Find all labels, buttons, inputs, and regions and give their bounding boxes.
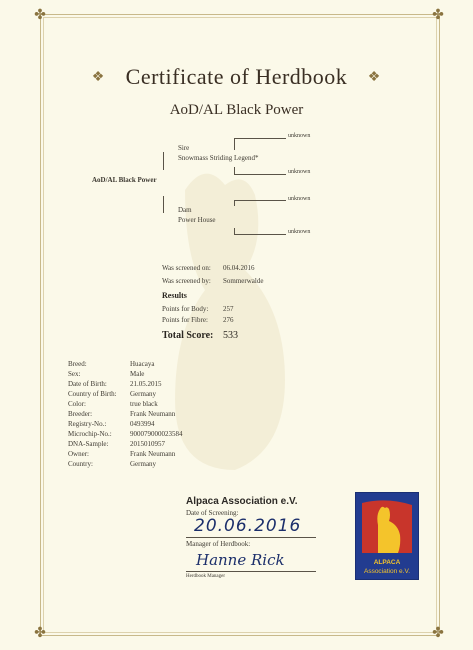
dam-dam: unknown xyxy=(288,229,311,235)
corner-ornament-icon: ✤ xyxy=(432,626,444,641)
detail-row: Owner: xyxy=(68,450,89,458)
detail-value: Germany xyxy=(130,460,157,468)
sire-name: Snowmass Striding Legend* xyxy=(178,154,259,162)
detail-value: 900079000023584 xyxy=(130,430,183,438)
body-points-value: 257 xyxy=(223,305,234,313)
screened-by-value: Sommerwalde xyxy=(223,277,264,285)
screening-date-label: Date of Screening: xyxy=(186,509,239,517)
detail-row: Microchip-No.: xyxy=(68,430,112,438)
total-score-label: Total Score: xyxy=(162,330,214,341)
detail-row: Breeder: xyxy=(68,410,93,418)
detail-value: true black xyxy=(130,400,158,408)
corner-ornament-icon: ✤ xyxy=(34,626,46,641)
dam-label: Dam xyxy=(178,206,192,214)
detail-value: Huacaya xyxy=(130,360,155,368)
detail-row: Sex: xyxy=(68,370,81,378)
detail-value: Male xyxy=(130,370,145,378)
detail-row: Country of Birth: xyxy=(68,390,117,398)
details-table xyxy=(68,360,268,475)
detail-row: Country: xyxy=(68,460,93,468)
total-score-value: 533 xyxy=(223,330,238,341)
animal-name-heading: AoD/AL Black Power xyxy=(169,102,304,118)
detail-row: DNA-Sample: xyxy=(68,440,109,448)
pedigree-animal: AoD/AL Black Power xyxy=(92,176,157,184)
signature: Hanne Rick xyxy=(196,551,285,569)
fibre-points-value: 276 xyxy=(223,316,234,324)
screened-on-label: Was screened on: xyxy=(162,264,211,272)
title-ornament-right-icon: ❖ xyxy=(367,70,381,85)
detail-row: Date of Birth: xyxy=(68,380,107,388)
manager-label: Manager of Herdbook: xyxy=(186,540,251,548)
logo-line1: ALPACA xyxy=(373,559,401,566)
detail-value: Frank Neumann xyxy=(130,410,176,418)
sire-sire: unknown xyxy=(288,133,311,139)
detail-value: 0493994 xyxy=(130,420,155,428)
body-points-label: Points for Body: xyxy=(162,305,209,313)
detail-row: Breed: xyxy=(68,360,87,368)
screened-on-value: 06.04.2016 xyxy=(223,264,255,272)
dam-name: Power House xyxy=(178,216,216,224)
title-ornament-left-icon: ❖ xyxy=(91,70,105,85)
results-title: Results xyxy=(162,291,187,300)
certificate-title: Certificate of Herdbook xyxy=(125,64,348,89)
association-name: Alpaca Association e.V. xyxy=(186,496,298,507)
alpaca-logo-icon xyxy=(356,495,418,557)
alpaca-association-logo xyxy=(355,492,419,580)
detail-value: Germany xyxy=(130,390,157,398)
detail-value: Frank Neumann xyxy=(130,450,176,458)
signature-caption: Herdbook Manager xyxy=(186,574,226,579)
detail-row: Registry-No.: xyxy=(68,420,107,428)
fibre-points-label: Points for Fibre: xyxy=(162,316,208,324)
corner-ornament-icon: ✤ xyxy=(34,8,46,23)
screened-by-label: Was screened by: xyxy=(162,277,211,285)
logo-line2: Association e.V. xyxy=(363,568,410,575)
handwritten-date: 20.06.2016 xyxy=(194,516,302,536)
detail-row: Color: xyxy=(68,400,86,408)
detail-value: 2015010957 xyxy=(130,440,165,448)
detail-value: 21.05.2015 xyxy=(130,380,162,388)
sire-label: Sire xyxy=(178,144,190,152)
sire-dam: unknown xyxy=(288,169,311,175)
dam-sire: unknown xyxy=(288,196,311,202)
corner-ornament-icon: ✤ xyxy=(432,8,444,23)
